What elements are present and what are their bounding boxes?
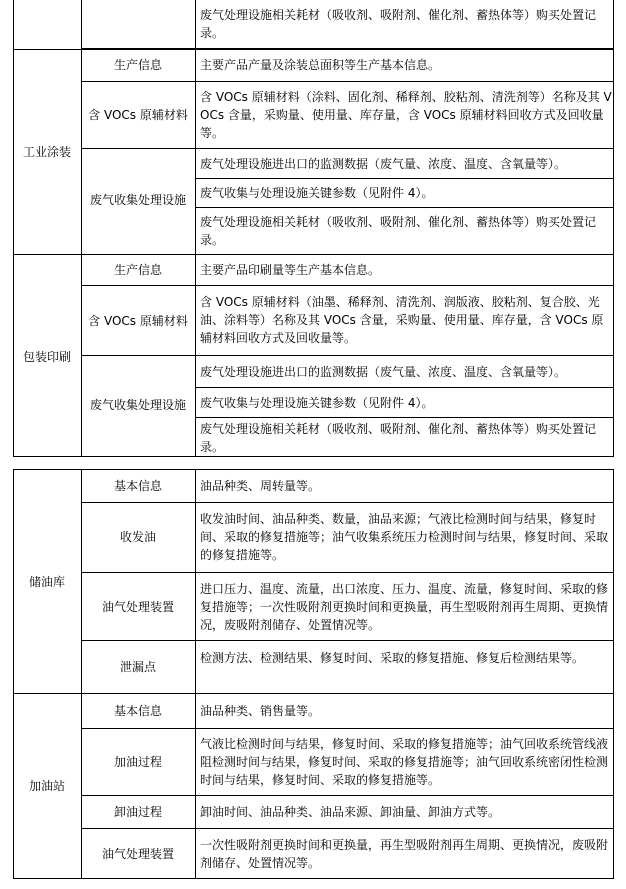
rule — [81, 728, 613, 729]
cell-text: 一次性吸附剂更换时间和更换量，再生型吸附剂再生周期、更换情况，废吸附剂储存、处置情况等。 — [200, 838, 609, 870]
cell-text: 检测方法、检测结果、修复时间、采取的修复措施、修复后检测结果等。 — [200, 651, 585, 665]
row-label: 生产信息 — [113, 263, 162, 277]
cell-text: 油品种类、周转量等。 — [200, 479, 321, 493]
cell-text: 废气处理设施进出口的监测数据（废气量、浓度、温度、含氧量等）。 — [200, 365, 567, 379]
row-label: 油气处理装置 — [101, 847, 174, 861]
rule — [13, 878, 613, 879]
cell-text: 收发油时间、油品种类、数量，油品来源；气液比检测时间与结果，修复时间、采取的修复措施等；油气收集系统压力检测时间与结果，修复时间、采取的修复措施等。 — [200, 512, 609, 562]
rule — [13, 469, 613, 470]
rule — [195, 469, 196, 879]
cell-text: 废气处理设施相关耗材（吸收剂、吸附剂、催化剂、蓄热体等）购买处置记录。 — [200, 215, 597, 247]
category-gas-station: 加油站 — [28, 779, 65, 793]
rule — [81, 640, 613, 641]
category-industrial-coating: 工业涂装 — [22, 145, 71, 159]
row-label: 油气处理装置 — [101, 600, 174, 614]
cell-text: 主要产品产量及涂装总面积等生产基本信息。 — [200, 58, 441, 72]
cell-text: 进口压力、温度、流量，出口浓度、压力、温度、流量，修复时间、采取的修复措施等；一次性吸附剂更换时间和更换量，再生型吸附剂再生周期、更换情况，废吸附剂储存、处置情况等。 — [200, 582, 609, 632]
row-label: 废气收集处理设施 — [89, 193, 186, 207]
cell-text: 废气收集与处理设施关键参数（见附件 4）。 — [200, 396, 434, 410]
cell-text: 含 VOCs 原辅材料（涂料、固化剂、稀释剂、胶粘剂、清洗剂等）名称及其 VOCs 含量，采购量、使用量、库存量，含 VOCs 原辅材料回收方式及回收量等。 — [200, 90, 612, 140]
rule — [81, 795, 613, 796]
cell-text: 废气处理设施相关耗材（吸收剂、吸附剂、催化剂、蓄热体等）购买处置记录。 — [200, 8, 597, 40]
row-label: 基本信息 — [113, 704, 162, 718]
row-label: 加油过程 — [113, 755, 162, 769]
rule — [613, 469, 614, 879]
rule — [81, 828, 613, 829]
cell-text: 废气处理设施相关耗材（吸收剂、吸附剂、催化剂、蓄热体等）购买处置记录。 — [200, 422, 597, 454]
cell-text: 废气处理设施进出口的监测数据（废气量、浓度、温度、含氧量等）。 — [200, 157, 567, 171]
row-label: 含 VOCs 原辅材料 — [88, 108, 188, 122]
rule — [13, 693, 613, 694]
category-packaging-printing: 包装印刷 — [22, 350, 71, 364]
cell-text: 主要产品印刷量等生产基本信息。 — [200, 263, 381, 277]
rule — [81, 502, 613, 503]
category-oil-depot: 储油库 — [28, 575, 65, 589]
row-label: 收发油 — [119, 530, 156, 544]
row-label: 泄漏点 — [119, 660, 156, 674]
row-label: 废气收集处理设施 — [89, 398, 186, 412]
row-label: 卸油过程 — [113, 805, 162, 819]
row-label: 生产信息 — [113, 58, 162, 72]
rule — [81, 572, 613, 573]
row-label: 含 VOCs 原辅材料 — [88, 314, 188, 328]
cell-text: 卸油时间、油品种类、油品来源、卸油量、卸油方式等。 — [200, 805, 501, 819]
row-label: 基本信息 — [113, 479, 162, 493]
cell-text: 废气收集与处理设施关键参数（见附件 4）。 — [200, 186, 434, 200]
cell-text: 油品种类、销售量等。 — [200, 704, 321, 718]
cell-text: 含 VOCs 原辅材料（油墨、稀释剂、清洗剂、润版液、胶粘剂、复合胶、光油、涂料等）名称及其 VOCs 含量，采购量、使用量、库存量，含 VOCs 原辅材料回收方式及回收量等。 — [200, 295, 604, 345]
cell-text: 气液比检测时间与结果，修复时间、采取的修复措施等；油气回收系统管线液阻检测时间与结果，修复时间、采取的修复措施等；油气回收系统密闭性检测时间与结果，修复时间、采取的修复措施等。 — [200, 737, 609, 787]
rule — [13, 469, 14, 879]
